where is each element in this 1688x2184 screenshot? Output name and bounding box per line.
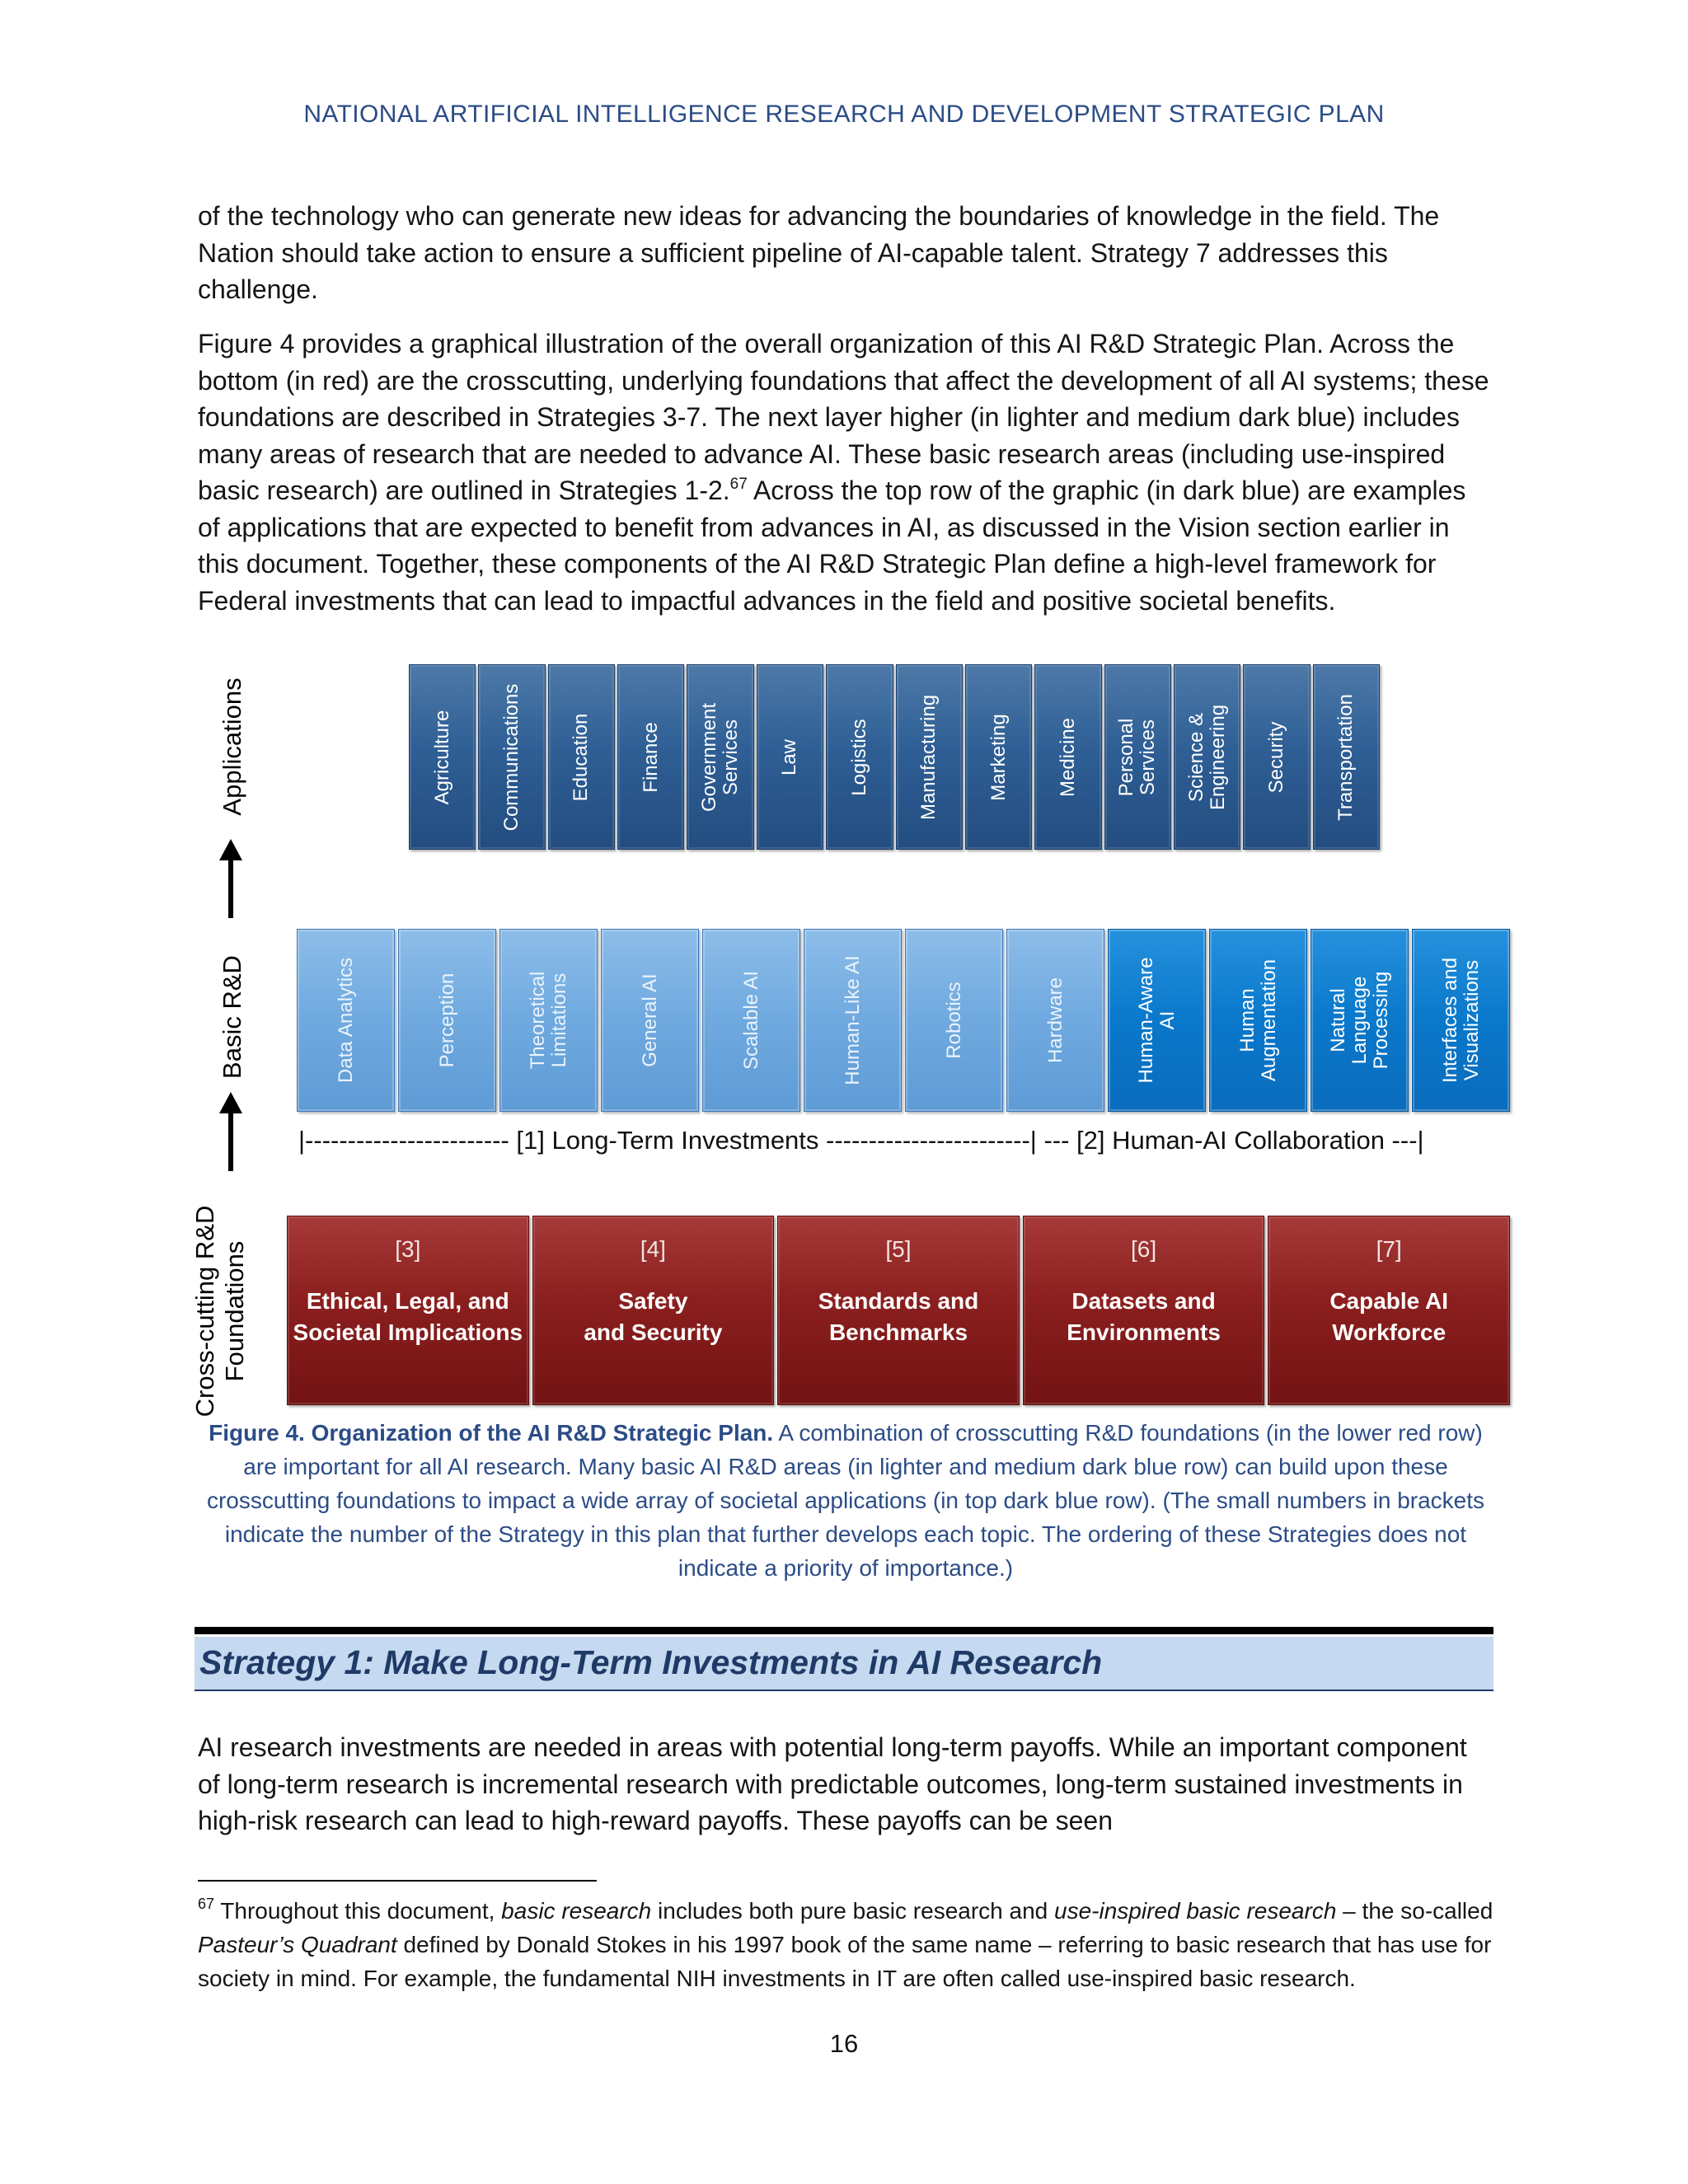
- application-box-agriculture: [409, 664, 476, 850]
- basic-rd-box-perception: [398, 929, 496, 1112]
- footnote-number: 67: [198, 1896, 215, 1912]
- application-box-science-and-engineering: [1174, 664, 1240, 850]
- application-label: Communications: [500, 683, 523, 831]
- figure-caption-body: A combination of crosscutting R&D foundations (in the lower red row) are important for all AI research. Many basic AI R&D areas (in lighter and medium dark blue row) can build upon these crosscutting foundations to impact a wide array of societal applications (in top dark blue row). (The small numbers in brackets indicate the number of the Strategy in this plan that further develops each topic. The ordering of these Strategies does not indicate a priority of importance.): [206, 1420, 1485, 1581]
- crosscutting-label-line2: Foundations: [220, 1240, 249, 1382]
- basic-rd-box-human-augmentation: [1209, 929, 1307, 1112]
- basic-rd-box-robotics: [905, 929, 1003, 1112]
- application-box-medicine: [1034, 664, 1101, 850]
- basic-rd-label: Scalable AI: [739, 970, 762, 1071]
- application-label: Government Services: [698, 702, 743, 812]
- footnote-part: defined by Donald Stokes in his 1997 book of the same name – referring to basic research that has use for society in mind. For example, the fundamental NIH investments in IT are often called use-inspired basic research.: [198, 1932, 1492, 1991]
- application-box-education: [548, 664, 615, 850]
- footnote-italic: basic research: [501, 1898, 652, 1924]
- paragraph-3: [198, 1729, 1493, 1840]
- application-box-marketing: [965, 664, 1032, 850]
- application-box-law: [757, 664, 823, 850]
- application-label: Medicine: [1056, 717, 1079, 797]
- crosscutting-title: Safety and Security: [584, 1288, 723, 1345]
- basic-rd-label: Data Analytics: [334, 957, 357, 1084]
- footnote-italic: Pasteur’s Quadrant: [198, 1932, 397, 1957]
- basic-rd-box-scalable-ai: [702, 929, 800, 1112]
- figure-caption-text: [198, 1416, 1493, 1585]
- basic-rd-label: Human Augmentation: [1236, 958, 1280, 1082]
- basic-rd-box-natural-language-processing: [1311, 929, 1409, 1112]
- strategy-number: [7]: [1376, 1236, 1402, 1262]
- basic-rd-box-human-like-ai: [804, 929, 902, 1112]
- crosscutting-box-capable-ai-workforce: [1268, 1216, 1510, 1405]
- arrow-shaft: [228, 859, 233, 918]
- strategy-number: [4]: [640, 1236, 666, 1262]
- basic-rd-label: General AI: [638, 973, 661, 1067]
- basic-rd-label: Theoretical Limitations: [526, 971, 570, 1070]
- basic-rd-box-general-ai: [601, 929, 699, 1112]
- basic-rd-label: Perception: [435, 972, 458, 1068]
- crosscutting-axis-label: [190, 1204, 253, 1418]
- basic-rd-box-interfaces-and-visualizations: [1412, 929, 1510, 1112]
- application-box-personal-services: [1104, 664, 1171, 850]
- paragraph-1: [198, 198, 1493, 308]
- application-label: Science & Engineering: [1184, 704, 1229, 810]
- crosscutting-title: Datasets and Environments: [1067, 1288, 1221, 1345]
- footnote-part: Throughout this document,: [214, 1898, 502, 1924]
- crosscutting-title: Capable AI Workforce: [1329, 1288, 1448, 1345]
- paragraph-3-text: AI research investments are needed in areas with potential long-term payoffs. While an important component of long-term research is incremental research with predictable outcomes, long-term sustained investments in high-risk research can lead to high-reward payoffs. These payoffs can be seen: [198, 1732, 1467, 1835]
- strategy-number: [5]: [885, 1236, 912, 1262]
- basic-rd-label: Natural Language Processing: [1326, 971, 1392, 1070]
- application-label: Logistics: [847, 718, 870, 796]
- investment-divider-label: |------------------------ [1] Long-Term Investments ------------------------| --- [2] Human-AI Collaboration ---|: [298, 1126, 1424, 1155]
- application-box-communications: [478, 664, 545, 850]
- application-label: Manufacturing: [917, 694, 940, 820]
- application-label: Finance: [639, 721, 662, 793]
- crosscutting-title: Ethical, Legal, and Societal Implications: [293, 1288, 523, 1345]
- application-label: Security: [1264, 721, 1287, 793]
- section-rule: [195, 1627, 1493, 1634]
- basic-rd-box-human-aware-ai: [1108, 929, 1206, 1112]
- crosscutting-title: Standards and Benchmarks: [818, 1288, 979, 1345]
- arrow-shaft: [228, 1112, 233, 1171]
- application-box-logistics: [826, 664, 893, 850]
- basic-rd-box-hardware: [1006, 929, 1104, 1112]
- basic-rd-box-theoretical-limitations: [499, 929, 598, 1112]
- paragraph-2: [198, 326, 1493, 619]
- application-label: Personal Services: [1115, 718, 1160, 796]
- basic-rd-label: Human-Aware AI: [1134, 957, 1179, 1084]
- application-box-security: [1243, 664, 1310, 850]
- applications-row: [409, 664, 1380, 850]
- crosscutting-box-safety-and-security: [532, 1216, 775, 1405]
- footnote-italic: use-inspired basic research: [1054, 1898, 1337, 1924]
- arrow-up-icon: [219, 839, 242, 860]
- applications-axis-label: Applications: [218, 677, 246, 816]
- page-number: 16: [829, 2029, 859, 2058]
- application-box-finance: [617, 664, 684, 850]
- figure-caption: [198, 1416, 1493, 1585]
- strategy-number: [3]: [395, 1236, 421, 1262]
- footnote-part: – the so-called: [1336, 1898, 1493, 1924]
- basic-rd-label: Interfaces and Visualizations: [1438, 957, 1483, 1084]
- figure-caption-label: Figure 4. Organization of the AI R&D Strategic Plan.: [209, 1420, 774, 1446]
- arrow-up-icon: [219, 1092, 242, 1113]
- application-box-government-services: [687, 664, 753, 850]
- basic-rd-label: Hardware: [1043, 977, 1067, 1064]
- footnote-67: [198, 1894, 1493, 1995]
- strategy-number: [6]: [1131, 1236, 1157, 1262]
- application-label: Education: [570, 713, 593, 801]
- application-box-transportation: [1313, 664, 1380, 850]
- crosscutting-box-ethical-legal-and-societal-implications: [287, 1216, 529, 1405]
- paragraph-2-text: [198, 326, 1493, 619]
- footnote-ref-67[interactable]: 67: [729, 476, 748, 493]
- crosscutting-box-standards-and-benchmarks: [777, 1216, 1020, 1405]
- basic-rd-box-data-analytics: [297, 929, 395, 1112]
- basic-rd-label: Human-Like AI: [841, 955, 864, 1085]
- crosscutting-box-datasets-and-environments: [1023, 1216, 1265, 1405]
- paragraph-2-part-b: Across the top row of the graphic (in dark blue) are examples of applications that are expected to benefit from advances in AI, as discussed in the Vision section earlier in this document. Together, these components of the AI R&D Strategic Plan define a high-level framework for Federal investments that can lead to impactful advances in the field and positive societal benefits.: [198, 476, 1466, 616]
- crosscutting-label-line1: Cross-cutting R&D: [190, 1205, 219, 1418]
- footnote-part: includes both pure basic research and: [651, 1898, 1055, 1924]
- running-header: NATIONAL ARTIFICIAL INTELLIGENCE RESEARCH AND DEVELOPMENT STRATEGIC PLAN: [303, 101, 1385, 128]
- paragraph-1-text: of the technology who can generate new ideas for advancing the boundaries of knowledge in the field. The Nation should take action to ensure a sufficient pipeline of AI-capable talent. Strategy 7 addresses this challenge.: [198, 201, 1440, 304]
- application-label: Transportation: [1334, 693, 1357, 821]
- application-label: Marketing: [987, 713, 1010, 801]
- footnote-text: [198, 1894, 1493, 1995]
- footnote-rule: [198, 1880, 597, 1882]
- application-box-manufacturing: [896, 664, 963, 850]
- application-label: Agriculture: [430, 710, 453, 804]
- basic-rd-label: Robotics: [942, 982, 965, 1059]
- basic-rd-row: [297, 929, 1510, 1112]
- crosscutting-row: [287, 1216, 1510, 1405]
- strategy-1-heading: Strategy 1: Make Long-Term Investments in AI Research: [195, 1637, 1493, 1691]
- paragraph-2-part-a: Figure 4 provides a graphical illustration of the overall organization of this AI R&D Strategic Plan. Across the bottom (in red) are the crosscutting, underlying foundations that affect the development of all AI systems; these foundations are described in Strategies 3-7. The next layer higher (in lighter and medium dark blue) includes many areas of research that are needed to advance AI. These basic research areas (including use-inspired basic research) are outlined in Strategies 1-2.: [198, 329, 1489, 505]
- basic-rd-axis-label: Basic R&D: [218, 955, 246, 1079]
- application-label: Law: [778, 738, 801, 776]
